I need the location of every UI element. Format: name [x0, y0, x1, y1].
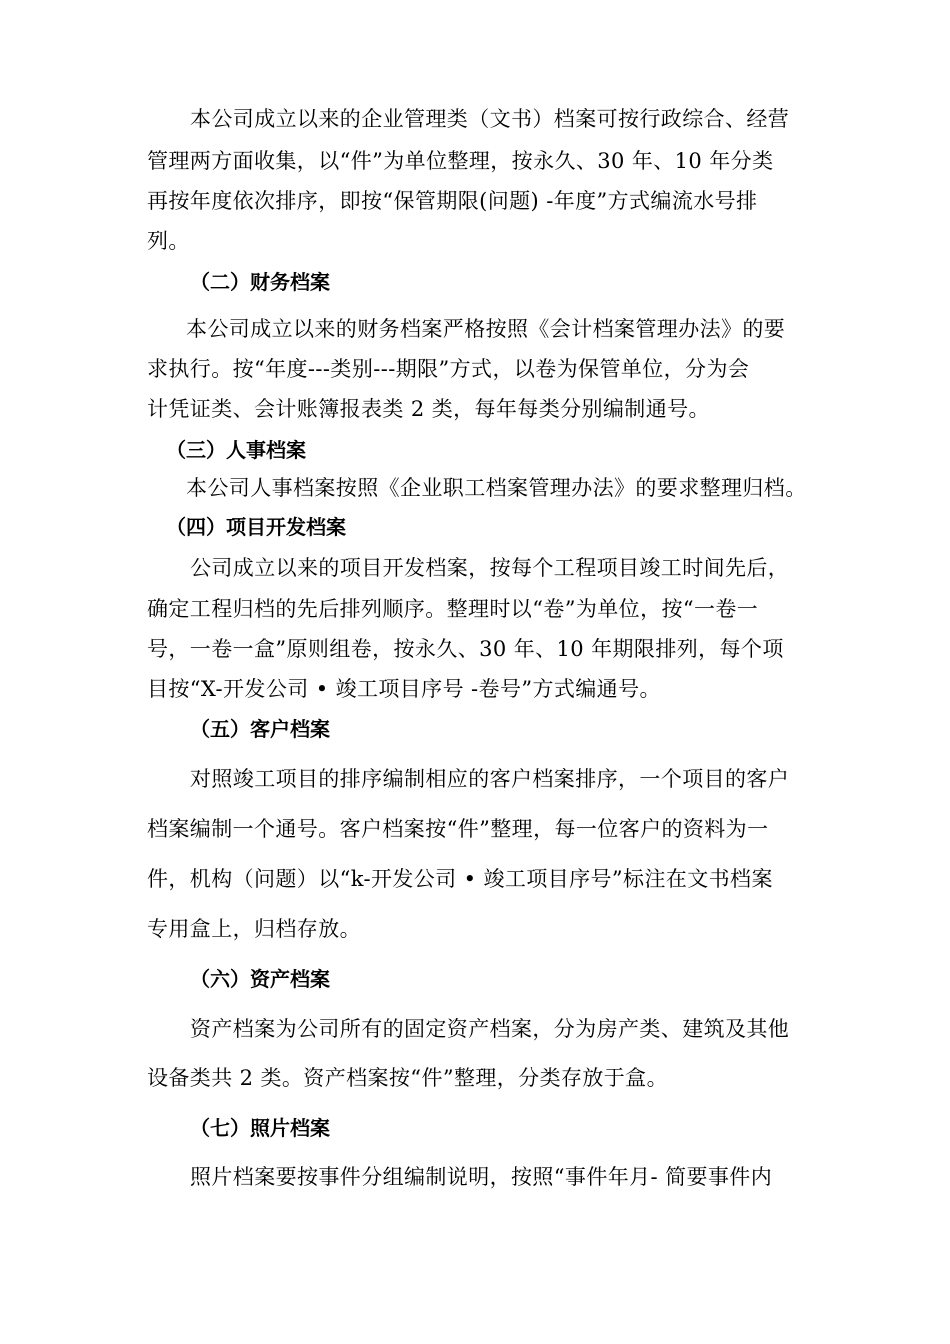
paragraph-line: 设备类共 2 类。资产档案按“件”整理，分类存放于盒。	[147, 1066, 668, 1090]
paragraph-line: 本公司成立以来的企业管理类（文书）档案可按行政综合、经营	[190, 107, 790, 131]
paragraph-line: 件，机构（问题）以“k-开发公司 • 竣工项目序号”标注在文书档案	[147, 867, 773, 891]
paragraph-line: 专用盒上，归档存放。	[147, 917, 361, 941]
section-heading-personnel: （三）人事档案	[166, 438, 306, 462]
paragraph-line: 照片档案要按事件分组编制说明，按照“事件年月- 简要事件内	[190, 1165, 773, 1189]
paragraph-line: 确定工程归档的先后排列顺序。整理时以“卷”为单位，按“一卷一	[147, 597, 759, 621]
section-heading-finance: （二）财务档案	[190, 270, 330, 294]
section-heading-photos: （七）照片档案	[190, 1116, 330, 1140]
paragraph-line: 再按年度依次排序，即按“保管期限(问题) -年度”方式编流水号排	[147, 189, 758, 213]
paragraph-line: 计凭证类、会计账簿报表类 2 类，每年每类分别编制通号。	[147, 397, 710, 421]
paragraph-line: 求执行。按“年度---类别---期限”方式，以卷为保管单位，分为会	[147, 357, 750, 381]
paragraph-line: 资产档案为公司所有的固定资产档案，分为房产类、建筑及其他	[190, 1017, 790, 1041]
paragraph-line: 本公司人事档案按照《企业职工档案管理办法》的要求整理归档。	[186, 476, 807, 500]
paragraph-line: 公司成立以来的项目开发档案，按每个工程项目竣工时间先后，	[190, 556, 790, 580]
section-heading-project: （四）项目开发档案	[166, 515, 346, 539]
section-heading-assets: （六）资产档案	[190, 967, 330, 991]
section-heading-customer: （五）客户档案	[190, 717, 330, 741]
paragraph-line: 管理两方面收集，以“件”为单位整理，按永久、30 年、10 年分类	[147, 149, 774, 173]
paragraph-line: 目按“X-开发公司 • 竣工项目序号 -卷号”方式编通号。	[147, 677, 661, 701]
paragraph-line: 本公司成立以来的财务档案严格按照《会计档案管理办法》的要	[186, 317, 786, 341]
paragraph-line: 对照竣工项目的排序编制相应的客户档案排序，一个项目的客户	[190, 767, 790, 791]
paragraph-line: 号，一卷一盒”原则组卷，按永久、30 年、10 年期限排列，每个项	[147, 637, 784, 661]
paragraph-line: 列。	[147, 229, 190, 253]
paragraph-line: 档案编制一个通号。客户档案按“件”整理，每一位客户的资料为一	[147, 817, 769, 841]
